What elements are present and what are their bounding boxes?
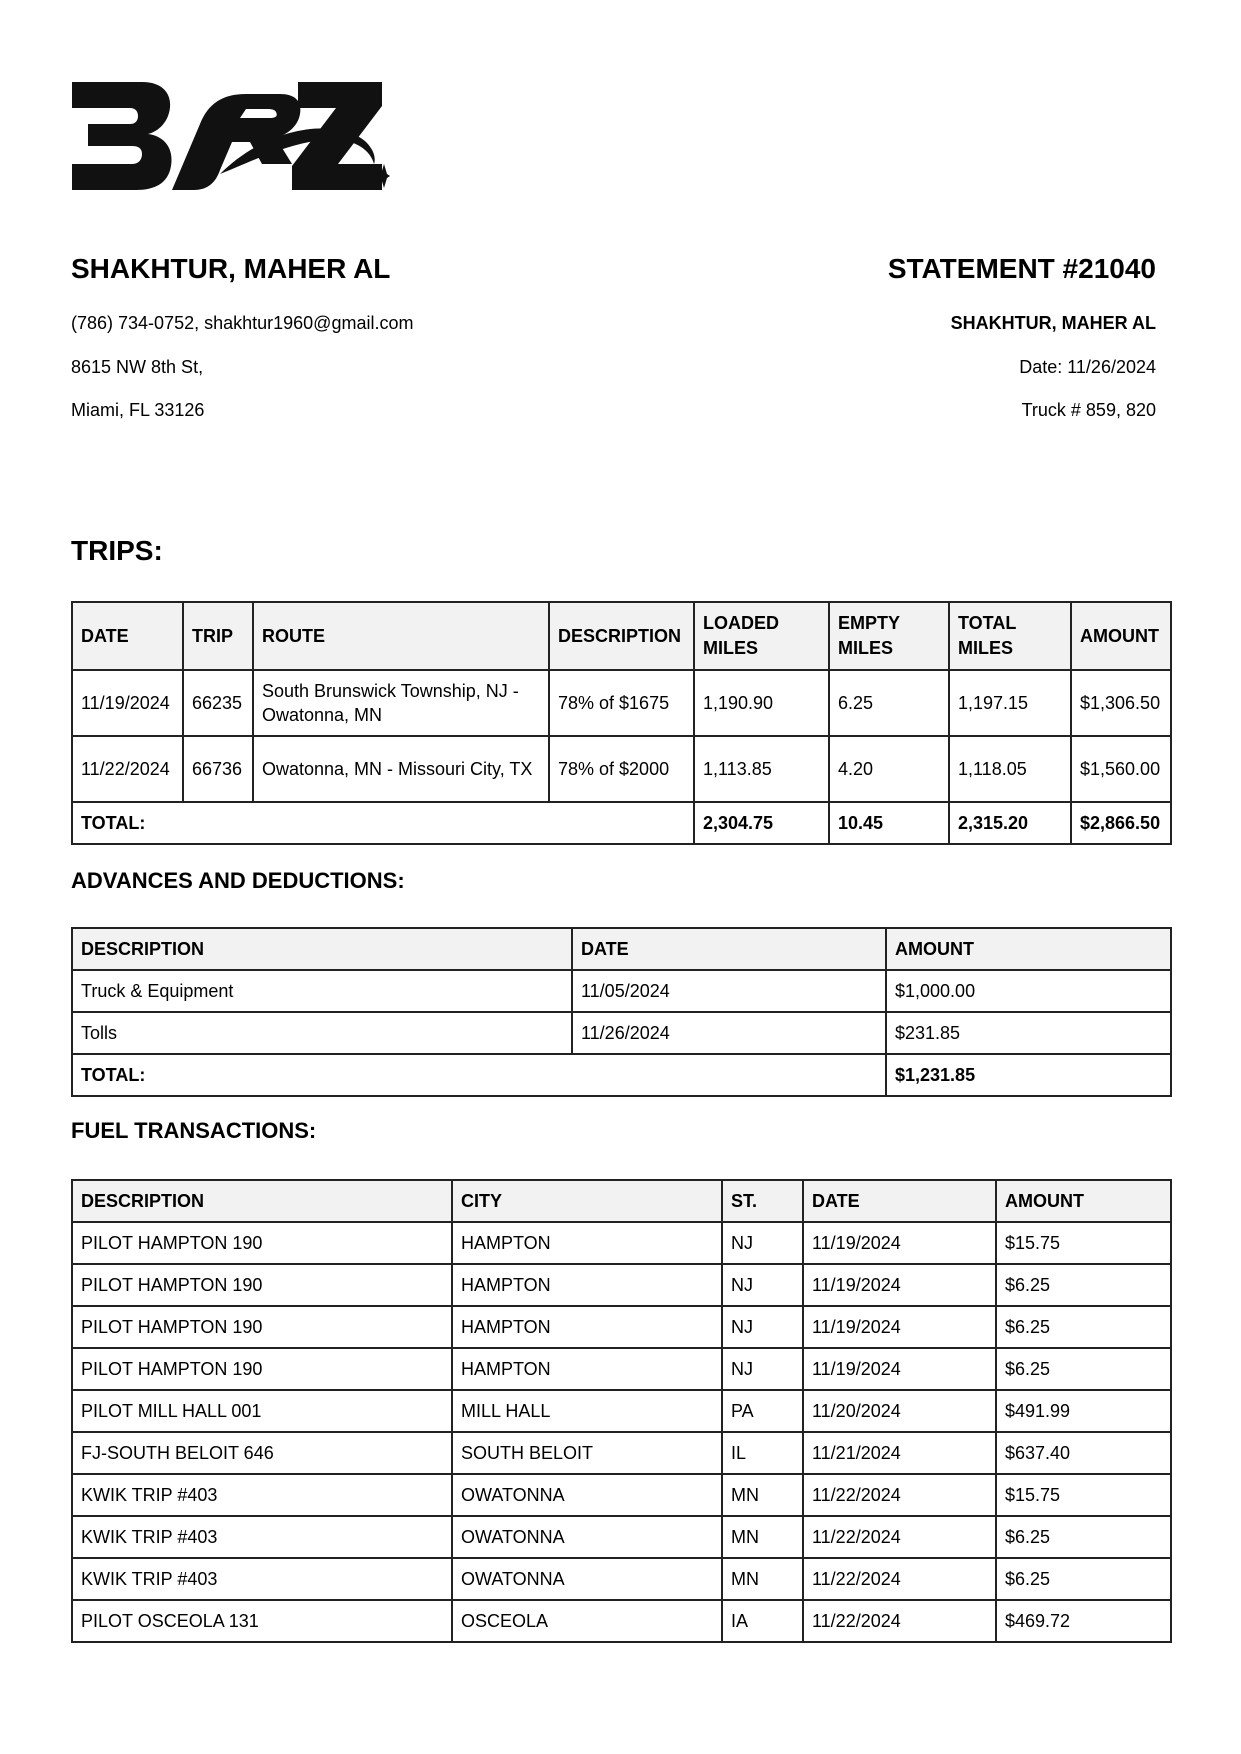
column-header: LOADED MILES bbox=[694, 602, 829, 670]
fuel-table bbox=[71, 1179, 1172, 1643]
total-empty-miles: 10.45 bbox=[829, 802, 949, 844]
table-cell: 11/22/2024 bbox=[72, 736, 183, 802]
column-header: AMOUNT bbox=[1071, 602, 1171, 670]
table-cell: $1,000.00 bbox=[886, 970, 1171, 1012]
table-cell: Tolls bbox=[72, 1012, 572, 1054]
trips-section-title: TRIPS: bbox=[71, 535, 163, 566]
table-cell: PILOT HAMPTON 190 bbox=[72, 1264, 452, 1306]
table-cell: OSCEOLA bbox=[452, 1600, 722, 1642]
column-header: DESCRIPTION bbox=[72, 928, 572, 970]
table-cell: 11/22/2024 bbox=[803, 1516, 996, 1558]
advances-section-title: ADVANCES AND DEDUCTIONS: bbox=[71, 868, 405, 893]
table-cell: PILOT HAMPTON 190 bbox=[72, 1348, 452, 1390]
statement-number-heading: STATEMENT #21040 bbox=[887, 253, 1156, 284]
table-cell: Truck & Equipment bbox=[72, 970, 572, 1012]
table-cell: SOUTH BELOIT bbox=[452, 1432, 722, 1474]
table-cell: HAMPTON bbox=[452, 1264, 722, 1306]
table-cell: NJ bbox=[722, 1348, 803, 1390]
table-cell: 11/19/2024 bbox=[72, 670, 183, 736]
table-cell: OWATONNA bbox=[452, 1516, 722, 1558]
column-header: AMOUNT bbox=[996, 1180, 1171, 1222]
table-cell: $15.75 bbox=[996, 1474, 1171, 1516]
table-cell: PA bbox=[722, 1390, 803, 1432]
total-miles: 2,315.20 bbox=[949, 802, 1071, 844]
table-cell: $6.25 bbox=[996, 1348, 1171, 1390]
column-header: ROUTE bbox=[253, 602, 549, 670]
table-cell: MN bbox=[722, 1516, 803, 1558]
total-amount: $1,231.85 bbox=[886, 1054, 1171, 1096]
column-header: DATE bbox=[72, 602, 183, 670]
table-cell: $469.72 bbox=[996, 1600, 1171, 1642]
table-cell: $491.99 bbox=[996, 1390, 1171, 1432]
statement-truck: Truck # 859, 820 bbox=[1021, 400, 1156, 420]
table-row bbox=[72, 1012, 1171, 1054]
total-row bbox=[72, 1054, 1171, 1096]
table-cell: PILOT OSCEOLA 131 bbox=[72, 1600, 452, 1642]
table-cell: NJ bbox=[722, 1306, 803, 1348]
table-cell: KWIK TRIP #403 bbox=[72, 1558, 452, 1600]
table-header-row bbox=[72, 928, 1171, 970]
table-cell: $231.85 bbox=[886, 1012, 1171, 1054]
table-cell: KWIK TRIP #403 bbox=[72, 1474, 452, 1516]
column-header: DATE bbox=[572, 928, 886, 970]
table-cell: 11/22/2024 bbox=[803, 1474, 996, 1516]
column-header: DATE bbox=[803, 1180, 996, 1222]
table-row bbox=[72, 1264, 1171, 1306]
table-row bbox=[72, 1432, 1171, 1474]
table-cell: IL bbox=[722, 1432, 803, 1474]
table-cell: HAMPTON bbox=[452, 1348, 722, 1390]
table-cell: 11/21/2024 bbox=[803, 1432, 996, 1474]
table-cell: OWATONNA bbox=[452, 1558, 722, 1600]
table-cell: KWIK TRIP #403 bbox=[72, 1516, 452, 1558]
table-cell: PILOT MILL HALL 001 bbox=[72, 1390, 452, 1432]
table-row bbox=[72, 1600, 1171, 1642]
table-cell: 11/19/2024 bbox=[803, 1348, 996, 1390]
table-cell: $1,306.50 bbox=[1071, 670, 1171, 736]
table-cell: 66235 bbox=[183, 670, 253, 736]
trips-table bbox=[71, 601, 1172, 845]
column-header: ST. bbox=[722, 1180, 803, 1222]
table-cell: MN bbox=[722, 1558, 803, 1600]
table-cell: Owatonna, MN - Missouri City, TX bbox=[253, 736, 549, 802]
table-header-row bbox=[72, 602, 1171, 670]
table-cell: PILOT HAMPTON 190 bbox=[72, 1306, 452, 1348]
table-row bbox=[72, 736, 1171, 802]
statement-driver-name: SHAKHTUR, MAHER AL bbox=[950, 313, 1156, 333]
table-cell: 11/20/2024 bbox=[803, 1390, 996, 1432]
fuel-section-title: FUEL TRANSACTIONS: bbox=[71, 1118, 317, 1143]
table-row bbox=[72, 1474, 1171, 1516]
table-row bbox=[72, 670, 1171, 736]
table-row bbox=[72, 1390, 1171, 1432]
table-cell: FJ-SOUTH BELOIT 646 bbox=[72, 1432, 452, 1474]
total-row bbox=[72, 802, 1171, 844]
total-loaded-miles: 2,304.75 bbox=[694, 802, 829, 844]
table-row bbox=[72, 1222, 1171, 1264]
table-cell: 78% of $1675 bbox=[549, 670, 694, 736]
table-cell: 11/05/2024 bbox=[572, 970, 886, 1012]
table-row bbox=[72, 970, 1171, 1012]
advances-table bbox=[71, 927, 1172, 1097]
table-cell: 66736 bbox=[183, 736, 253, 802]
table-cell: $6.25 bbox=[996, 1264, 1171, 1306]
table-cell: $637.40 bbox=[996, 1432, 1171, 1474]
table-cell: $6.25 bbox=[996, 1306, 1171, 1348]
table-cell: 4.20 bbox=[829, 736, 949, 802]
table-header-row bbox=[72, 1180, 1171, 1222]
table-cell: 11/26/2024 bbox=[572, 1012, 886, 1054]
table-row bbox=[72, 1348, 1171, 1390]
driver-contact: (786) 734-0752, shakhtur1960@gmail.com bbox=[71, 313, 414, 333]
table-row bbox=[72, 1306, 1171, 1348]
table-row bbox=[72, 1558, 1171, 1600]
table-cell: 11/22/2024 bbox=[803, 1600, 996, 1642]
table-cell: 11/19/2024 bbox=[803, 1222, 996, 1264]
table-cell: 1,197.15 bbox=[949, 670, 1071, 736]
table-cell: IA bbox=[722, 1600, 803, 1642]
table-cell: MILL HALL bbox=[452, 1390, 722, 1432]
table-cell: 11/19/2024 bbox=[803, 1306, 996, 1348]
column-header: DESCRIPTION bbox=[549, 602, 694, 670]
table-cell: 1,118.05 bbox=[949, 736, 1071, 802]
total-amount: $2,866.50 bbox=[1071, 802, 1171, 844]
column-header: AMOUNT bbox=[886, 928, 1171, 970]
table-cell: 11/19/2024 bbox=[803, 1264, 996, 1306]
table-cell: 11/22/2024 bbox=[803, 1558, 996, 1600]
table-cell: $15.75 bbox=[996, 1222, 1171, 1264]
column-header: EMPTY MILES bbox=[829, 602, 949, 670]
table-cell: NJ bbox=[722, 1264, 803, 1306]
table-cell: MN bbox=[722, 1474, 803, 1516]
table-cell: 1,113.85 bbox=[694, 736, 829, 802]
table-cell: 6.25 bbox=[829, 670, 949, 736]
column-header: TOTAL MILES bbox=[949, 602, 1071, 670]
column-header: DESCRIPTION bbox=[72, 1180, 452, 1222]
table-row bbox=[72, 1516, 1171, 1558]
total-label: TOTAL: bbox=[72, 802, 694, 844]
table-cell: South Brunswick Township, NJ - Owatonna, MN bbox=[253, 670, 549, 736]
column-header: CITY bbox=[452, 1180, 722, 1222]
table-cell: $6.25 bbox=[996, 1516, 1171, 1558]
driver-address-line2: Miami, FL 33126 bbox=[71, 400, 205, 420]
table-cell: 78% of $2000 bbox=[549, 736, 694, 802]
table-cell: HAMPTON bbox=[452, 1222, 722, 1264]
table-cell: PILOT HAMPTON 190 bbox=[72, 1222, 452, 1264]
table-cell: $6.25 bbox=[996, 1558, 1171, 1600]
company-logo bbox=[70, 78, 390, 196]
statement-date: Date: 11/26/2024 bbox=[1019, 357, 1156, 377]
table-cell: 1,190.90 bbox=[694, 670, 829, 736]
total-label: TOTAL: bbox=[72, 1054, 886, 1096]
table-cell: NJ bbox=[722, 1222, 803, 1264]
table-cell: HAMPTON bbox=[452, 1306, 722, 1348]
table-cell: $1,560.00 bbox=[1071, 736, 1171, 802]
driver-name-heading: SHAKHTUR, MAHER AL bbox=[71, 253, 391, 284]
table-cell: OWATONNA bbox=[452, 1474, 722, 1516]
column-header: TRIP bbox=[183, 602, 253, 670]
driver-address-line1: 8615 NW 8th St, bbox=[71, 357, 204, 377]
